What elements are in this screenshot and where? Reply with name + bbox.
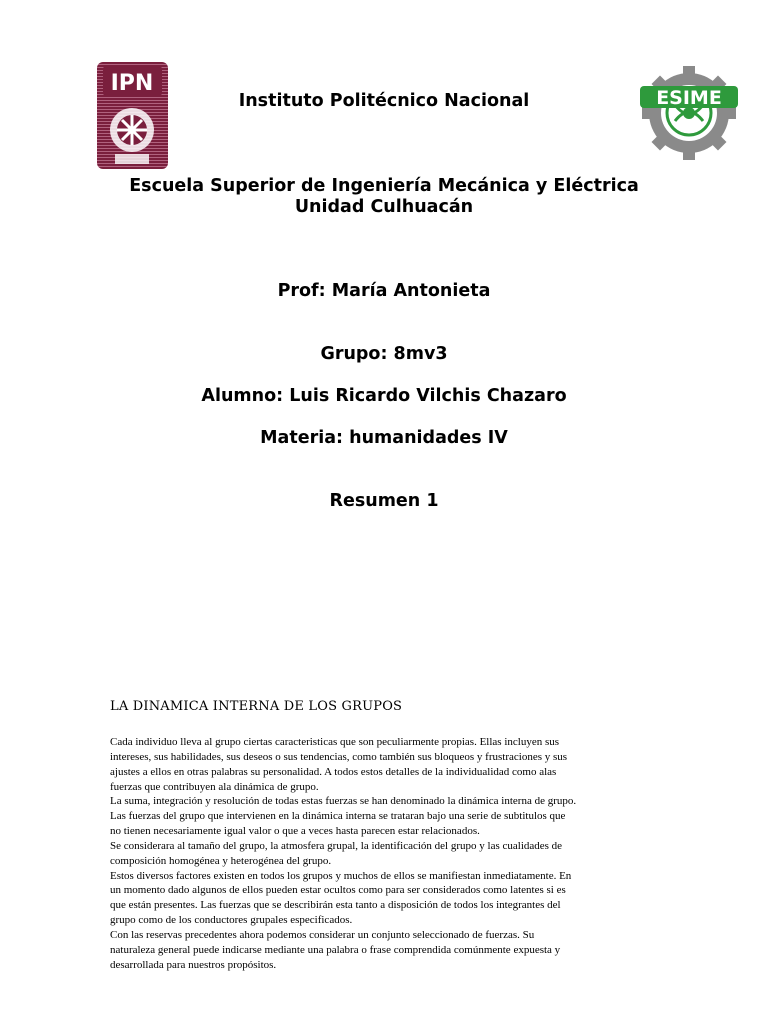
text-line: Se considerara al tamaño del grupo, la atmosfera grupal, la identificación del grupo y las cualidades de bbox=[110, 839, 563, 852]
text-line: intereses, sus habilidades, sus deseos o sus tendencias, como también sus bloqueos y frustraciones y sus bbox=[110, 750, 568, 763]
section-title: LA DINAMICA INTERNA DE LOS GRUPOS bbox=[110, 699, 403, 714]
esime-logo bbox=[636, 66, 742, 160]
body-paragraphs bbox=[110, 735, 670, 973]
ipn-logo bbox=[95, 58, 170, 173]
text-line: Las fuerzas del grupo que intervienen en la dinámica interna se trataran bajo una serie de subtitulos que bbox=[110, 810, 566, 823]
subject-line: Materia: humanidades IV bbox=[260, 428, 508, 448]
text-line: Con las reservas precedentes ahora podemos considerar un conjunto seleccionado de fuerzas. Su bbox=[110, 928, 535, 941]
text-line: no tienen necesariamente igual valor o que a veces hasta parecen estar relacionados. bbox=[110, 825, 480, 838]
school-unit: Unidad Culhuacán bbox=[294, 197, 474, 217]
esime-logo-text: ESIME bbox=[656, 87, 722, 109]
text-line: naturaleza general puede indicarse mediante una palabra o frase comprendida comúnmente expuesta y bbox=[110, 943, 561, 956]
text-line: La suma, integración y resolución de todas estas fuerzas se han denominado la dinámica interna de grupo. bbox=[110, 795, 577, 808]
institution-title: Instituto Politécnico Nacional bbox=[238, 91, 530, 111]
text-line: ajustes a ellos en otras palabras su personalidad. A todos estos detalles de la individualidad como alas bbox=[110, 765, 557, 778]
text-line: Cada individuo lleva al grupo ciertas caracteristicas que son peculiarmente propias. Ellas incluyen sus bbox=[110, 736, 560, 748]
group-line: Grupo: 8mv3 bbox=[320, 344, 448, 364]
text-line: desarrollada para nuestros propósitos. bbox=[110, 958, 277, 971]
text-line: un momento dado algunos de ellos pueden estar ocultos como para ser considerados como latentes si es bbox=[110, 884, 566, 897]
text-line: Estos diversos factores existen en todos los grupos y muchos de ellos se manifiestan inmediatamente. En bbox=[110, 869, 572, 882]
text-line: grupo como de los conductores grupales especificados. bbox=[110, 914, 353, 927]
school-name: Escuela Superior de Ingeniería Mecánica y Eléctrica bbox=[129, 176, 639, 196]
text-line: fuerzas que contribuyen ala dinámica de grupo. bbox=[110, 780, 319, 793]
summary-label: Resumen 1 bbox=[329, 491, 439, 511]
student-line: Alumno: Luis Ricardo Vilchis Chazaro bbox=[201, 386, 567, 406]
ipn-logo-text: IPN bbox=[110, 71, 154, 96]
text-line: que están presentes. Las fuerzas que se describirán esta tanto a disposición de todos los integrantes del bbox=[110, 899, 561, 912]
text-line: composición homogénea y heterogénea del grupo. bbox=[110, 854, 332, 867]
professor-line: Prof: María Antonieta bbox=[277, 281, 491, 301]
